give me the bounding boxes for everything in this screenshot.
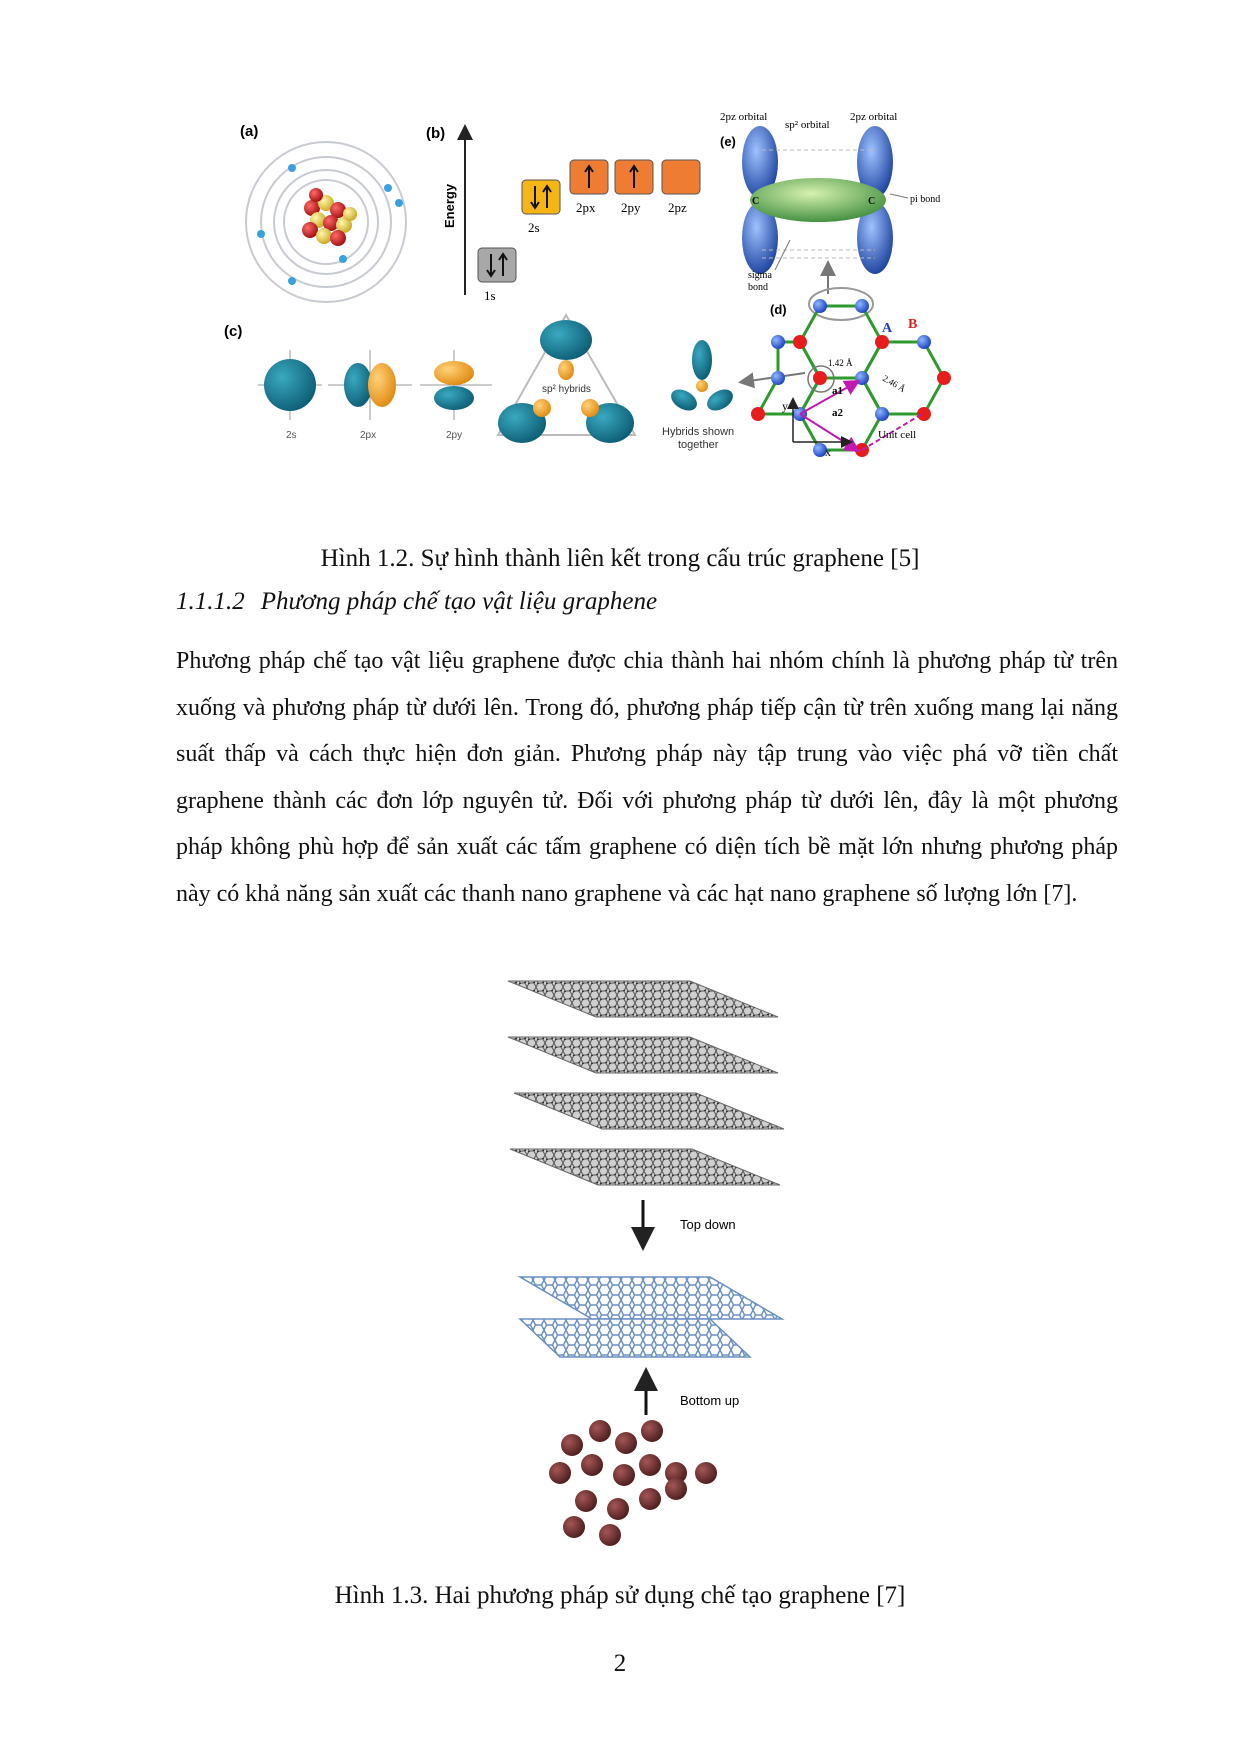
precursor-particle bbox=[639, 1488, 661, 1510]
sigma-bond-line2: bond bbox=[748, 282, 768, 293]
precursor-particle bbox=[561, 1434, 583, 1456]
level-label-1: 2s bbox=[528, 220, 540, 235]
sublattice-a-label: A bbox=[882, 321, 893, 336]
figure-1-3 bbox=[500, 975, 800, 1555]
bond-length-label: 1.42 Å bbox=[828, 358, 853, 368]
hybrids-together-line2: together bbox=[678, 439, 719, 451]
lattice-atom bbox=[813, 299, 827, 313]
panel-c-label: (c) bbox=[224, 323, 243, 340]
precursor-particle bbox=[665, 1478, 687, 1500]
lattice-atom bbox=[751, 407, 765, 421]
precursor-particle bbox=[607, 1498, 629, 1520]
axis-x-label: x bbox=[825, 445, 831, 459]
vector-a1-label: a1 bbox=[832, 385, 843, 397]
sp2-orbital-label: sp² orbital bbox=[785, 119, 830, 131]
panel-b-energy-diagram bbox=[426, 125, 700, 303]
energy-axis-label: Energy bbox=[442, 183, 457, 228]
precursor-particle bbox=[613, 1464, 635, 1486]
figure-1-3-caption: Hình 1.3. Hai phương pháp sử dụng chế tạo graphene [7] bbox=[334, 1582, 906, 1609]
panel-e-bonds bbox=[720, 111, 940, 294]
precursor-particle bbox=[589, 1420, 611, 1442]
axis-y-label: y bbox=[782, 399, 788, 413]
sp2-hybrids-label: sp² hybrids bbox=[542, 384, 591, 395]
precursor-particle bbox=[695, 1462, 717, 1484]
sigma-bond-line1: sigma bbox=[748, 270, 772, 281]
lattice-atom bbox=[813, 371, 827, 385]
orbital-levels bbox=[478, 160, 700, 303]
pz-orbital-left-label: 2pz orbital bbox=[720, 111, 768, 123]
sublattice-b-label: B bbox=[908, 317, 918, 332]
bottom-up-label: Bottom up bbox=[680, 1393, 740, 1408]
precursor-particle bbox=[563, 1516, 585, 1538]
pz-orbital-right-label: 2pz orbital bbox=[850, 111, 898, 123]
lattice-atom bbox=[917, 407, 931, 421]
level-label-0: 1s bbox=[484, 288, 496, 303]
orbital-2px-label: 2px bbox=[360, 430, 377, 441]
hybrids-together-line1: Hybrids shown bbox=[662, 426, 735, 438]
precursor-particle bbox=[581, 1454, 603, 1476]
lattice-atom bbox=[793, 335, 807, 349]
lattice-constant-label: 2.46 Å bbox=[881, 373, 908, 394]
stacked-graphene-layers bbox=[508, 981, 784, 1185]
body-paragraph: Phương pháp chế tạo vật liệu graphene được chia thành hai nhóm chính là phương pháp từ trên xuống và phương pháp từ dưới lên. Trong đó, phương pháp tiếp cận từ trên xuống mang lại năng suất thấp và cách thực hiện đơn giản. Phương pháp này tập trung vào việc phá vỡ tiền chất graphene thành các đơn lớp nguyên tử. Đối với phương pháp từ dưới lên, đây là một phương pháp không phù hợp để sản xuất các tấm graphene có diện tích bề mặt lớn nhưng phương pháp này có khả năng sản xuất các thanh nano graphene và các hạt nano graphene số lượng lớn [7]. bbox=[176, 648, 1118, 907]
lattice-atom bbox=[875, 407, 889, 421]
page-number: 2 bbox=[613, 1650, 627, 1677]
single-graphene-sheet bbox=[520, 1277, 782, 1319]
lattice-atom bbox=[771, 335, 785, 349]
lattice-atom bbox=[771, 371, 785, 385]
section-number: 1.1.1.2 bbox=[176, 588, 245, 615]
level-label-4: 2pz bbox=[668, 200, 687, 215]
orbital-2s-label: 2s bbox=[286, 430, 297, 441]
figure-1-2-caption: Hình 1.2. Sự hình thành liên kết trong cấu trúc graphene [5] bbox=[320, 545, 920, 572]
unit-cell-label: Unit cell bbox=[878, 429, 917, 441]
precursor-particle bbox=[639, 1454, 661, 1476]
precursor-particle bbox=[615, 1432, 637, 1454]
pi-bond-label: pi bond bbox=[910, 194, 941, 205]
lattice-atom bbox=[917, 335, 931, 349]
carbon-right: C bbox=[868, 196, 876, 207]
level-box-4 bbox=[662, 160, 700, 194]
orbital-2py-label: 2py bbox=[446, 430, 463, 441]
precursor-particle bbox=[575, 1490, 597, 1512]
panel-d-lattice bbox=[751, 288, 951, 459]
figure-1-2 bbox=[224, 110, 1080, 515]
vector-a2-label: a2 bbox=[832, 407, 843, 419]
lattice-atom bbox=[875, 335, 889, 349]
precursor-particle bbox=[641, 1420, 663, 1442]
panel-c-hybridization bbox=[224, 315, 805, 451]
section-title: Phương pháp chế tạo vật liệu graphene bbox=[260, 588, 658, 615]
level-label-3: 2py bbox=[621, 200, 641, 215]
level-box-0 bbox=[478, 248, 516, 282]
section-heading bbox=[176, 588, 657, 616]
nucleus bbox=[302, 188, 357, 246]
precursor-particle bbox=[549, 1462, 571, 1484]
precursor-particles bbox=[549, 1420, 717, 1546]
level-label-2: 2px bbox=[576, 200, 596, 215]
level-box-1 bbox=[522, 180, 560, 214]
lattice-atom bbox=[937, 371, 951, 385]
panel-a-label: (a) bbox=[240, 123, 259, 140]
carbon-left: C bbox=[752, 196, 760, 207]
precursor-particle bbox=[599, 1524, 621, 1546]
orbital-2s bbox=[264, 359, 316, 411]
top-down-label: Top down bbox=[680, 1217, 736, 1232]
panel-e-label: (e) bbox=[720, 134, 736, 149]
panel-a-atom bbox=[240, 123, 406, 302]
panel-d-label: (d) bbox=[770, 302, 787, 317]
orbital-2py-lobe bbox=[434, 361, 474, 385]
panel-b-label: (b) bbox=[426, 125, 446, 142]
orbital-2px-lobe bbox=[344, 363, 372, 407]
lattice-atom bbox=[855, 299, 869, 313]
